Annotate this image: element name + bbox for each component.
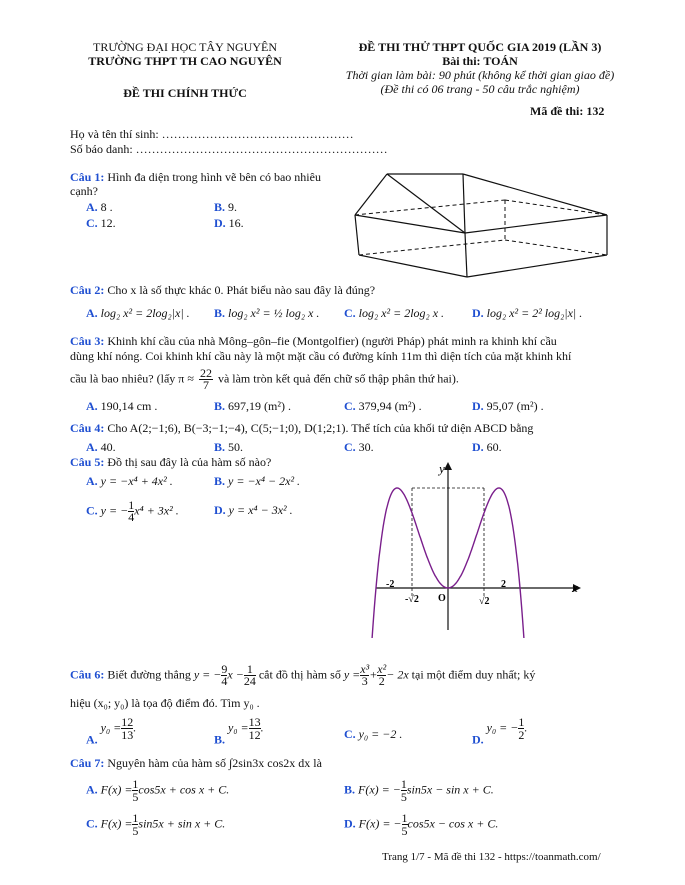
question-4 bbox=[70, 421, 533, 436]
question-text-line1: Khinh khí cầu của nhà Mông–gôn–fie (Montgolfier) (người Pháp) phát minh ra khinh khí cầu bbox=[107, 334, 557, 348]
option-b[interactable]: B. 9. bbox=[214, 200, 238, 214]
tick-neg2: -2 bbox=[386, 579, 395, 590]
option-d[interactable]: D. 16. bbox=[214, 216, 244, 230]
option-a[interactable]: A. 190,14 cm . bbox=[86, 399, 158, 413]
option-b[interactable]: B. y = −x⁴ − 2x² . bbox=[214, 474, 301, 488]
option-c[interactable]: C. 30. bbox=[344, 440, 374, 454]
question-text: Hình đa diện trong hình vẽ bên có bao nhiêu cạnh? bbox=[70, 170, 321, 198]
option-b[interactable]: B. F(x) = − $\frac{1}{5}$ sin5x − sin x + C. bbox=[344, 777, 494, 804]
school-name: TRƯỜNG ĐẠI HỌC TÂY NGUYÊN bbox=[93, 40, 277, 54]
y-axis-arrow bbox=[444, 462, 452, 470]
option-d[interactable]: D. y = x⁴ − 3x² . bbox=[214, 503, 293, 517]
option-d[interactable]: D. y₀ = − $\frac{1}{2}$ . bbox=[472, 715, 528, 747]
option-c[interactable]: C. F(x) = $\frac{1}{5}$ sin5x + sin x + C. bbox=[86, 811, 226, 838]
y-label: y bbox=[439, 461, 445, 476]
option-a[interactable]: A. 8 . bbox=[86, 200, 113, 214]
option-a[interactable]: A. y = −x⁴ + 4x² . bbox=[86, 474, 173, 488]
question-7 bbox=[70, 756, 322, 771]
student-id-field: Số báo danh: ……………………………………………………… bbox=[70, 142, 388, 156]
option-d[interactable]: D. log₂ x² = 2² log₂|x| . bbox=[472, 306, 583, 320]
tick-neg-sqrt2: -√2 bbox=[405, 594, 419, 605]
question-1 bbox=[70, 170, 340, 198]
option-c[interactable]: C. 379,94 (m²) . bbox=[344, 399, 422, 413]
question-6-line2: hiệu (x₀; y₀) là tọa độ điểm đó. Tìm y₀ . bbox=[70, 696, 260, 710]
option-b[interactable]: B. y₀ = $\frac{13}{12}$ . bbox=[214, 715, 264, 747]
option-a[interactable]: A. y₀ = $\frac{12}{13}$ . bbox=[86, 715, 137, 747]
option-c[interactable]: C. y = − $\frac{1}{4}$ x⁴ + 3x² . bbox=[86, 498, 179, 524]
question-6: Câu 6: Biết đường thẳng y = − $\frac{9}{4}$ x − $\frac{1}{24}$ cắt đồ thị hàm số y = $\frac{\text{x³}}{3}$ + $\frac{\text{x²}}{2}$ − 2x tại một điểm duy nhất; ký bbox=[70, 662, 536, 688]
question-number: Câu 4: bbox=[70, 421, 105, 435]
option-a[interactable]: A. log₂ x² = 2log₂|x| . bbox=[86, 306, 190, 320]
option-b[interactable]: B. 697,19 (m²) . bbox=[214, 399, 291, 413]
exam-code: Mã đề thi: 132 bbox=[530, 104, 605, 118]
student-name-field: Họ và tên thí sinh: ………………………………………… bbox=[70, 127, 354, 141]
option-c[interactable]: C. log₂ x² = 2log₂ x . bbox=[344, 306, 445, 320]
question-number: Câu 5: bbox=[70, 455, 105, 469]
polyhedron-figure bbox=[345, 160, 625, 280]
option-b[interactable]: B. log₂ x² = ½ log₂ x . bbox=[214, 306, 320, 320]
option-c[interactable]: C. 12. bbox=[86, 216, 116, 230]
option-b[interactable]: B. 50. bbox=[214, 440, 244, 454]
tick-pos-sqrt2: √2 bbox=[479, 596, 490, 607]
exam-time: Thời gian làm bài: 90 phút (không kể thời gian giao đề) bbox=[345, 68, 615, 82]
question-3 bbox=[70, 334, 557, 349]
option-c[interactable]: C. y₀ = −2 . bbox=[344, 727, 403, 741]
question-3-line3: cầu là bao nhiêu? (lấy π ≈ $\frac{22}{7}$ và làm tròn kết quả đến chữ số thập phân thứ hai). bbox=[70, 366, 459, 392]
question-text: Nguyên hàm của hàm số ∫2sin3x cos2x dx là bbox=[107, 756, 322, 770]
page-footer: Trang 1/7 - Mã đề thi 132 - https://toanmath.com/ bbox=[382, 851, 601, 863]
option-a[interactable]: A. 40. bbox=[86, 440, 116, 454]
question-number: Câu 3: bbox=[70, 334, 105, 348]
x-label: x bbox=[572, 580, 578, 595]
question-text: Cho x là số thực khác 0. Phát biểu nào sau đây là đúng? bbox=[107, 283, 376, 297]
exam-subject: Bài thi: TOÁN bbox=[442, 54, 518, 68]
question-text: Đồ thị sau đây là của hàm số nào? bbox=[107, 455, 272, 469]
official-label: ĐỀ THI CHÍNH THỨC bbox=[123, 86, 247, 100]
tick-pos2: 2 bbox=[501, 579, 506, 590]
question-number: Câu 1: bbox=[70, 170, 105, 184]
question-number: Câu 7: bbox=[70, 756, 105, 770]
question-number: Câu 2: bbox=[70, 283, 105, 297]
function-graph bbox=[368, 458, 588, 638]
question-2 bbox=[70, 283, 375, 298]
school-subname: TRƯỜNG THPT TH CAO NGUYÊN bbox=[88, 54, 282, 68]
question-3-line2: dùng khí nóng. Coi khinh khí cầu này là một mặt cầu có đường kính 11m thì diện tích của mặt khinh khí bbox=[70, 349, 572, 363]
question-number: Câu 6: bbox=[70, 667, 105, 682]
option-d[interactable]: D. 60. bbox=[472, 440, 502, 454]
origin-label: O bbox=[438, 593, 446, 604]
exam-title: ĐỀ THI THỬ THPT QUỐC GIA 2019 (LẦN 3) bbox=[358, 40, 602, 54]
question-5 bbox=[70, 455, 271, 470]
option-a[interactable]: A. F(x) = $\frac{1}{5}$ cos5x + cos x + C. bbox=[86, 777, 230, 804]
question-text: Cho A(2;−1;6), B(−3;−1;−4), C(5;−1;0), D(1;2;1). Thể tích của khối tứ diện ABCD bằng bbox=[107, 421, 534, 435]
exam-pages: (Đề thi có 06 trang - 50 câu trắc nghiệm) bbox=[380, 82, 580, 96]
option-d[interactable]: D. 95,07 (m²) . bbox=[472, 399, 544, 413]
option-d[interactable]: D. F(x) = − $\frac{1}{5}$ cos5x − cos x + C. bbox=[344, 811, 499, 838]
